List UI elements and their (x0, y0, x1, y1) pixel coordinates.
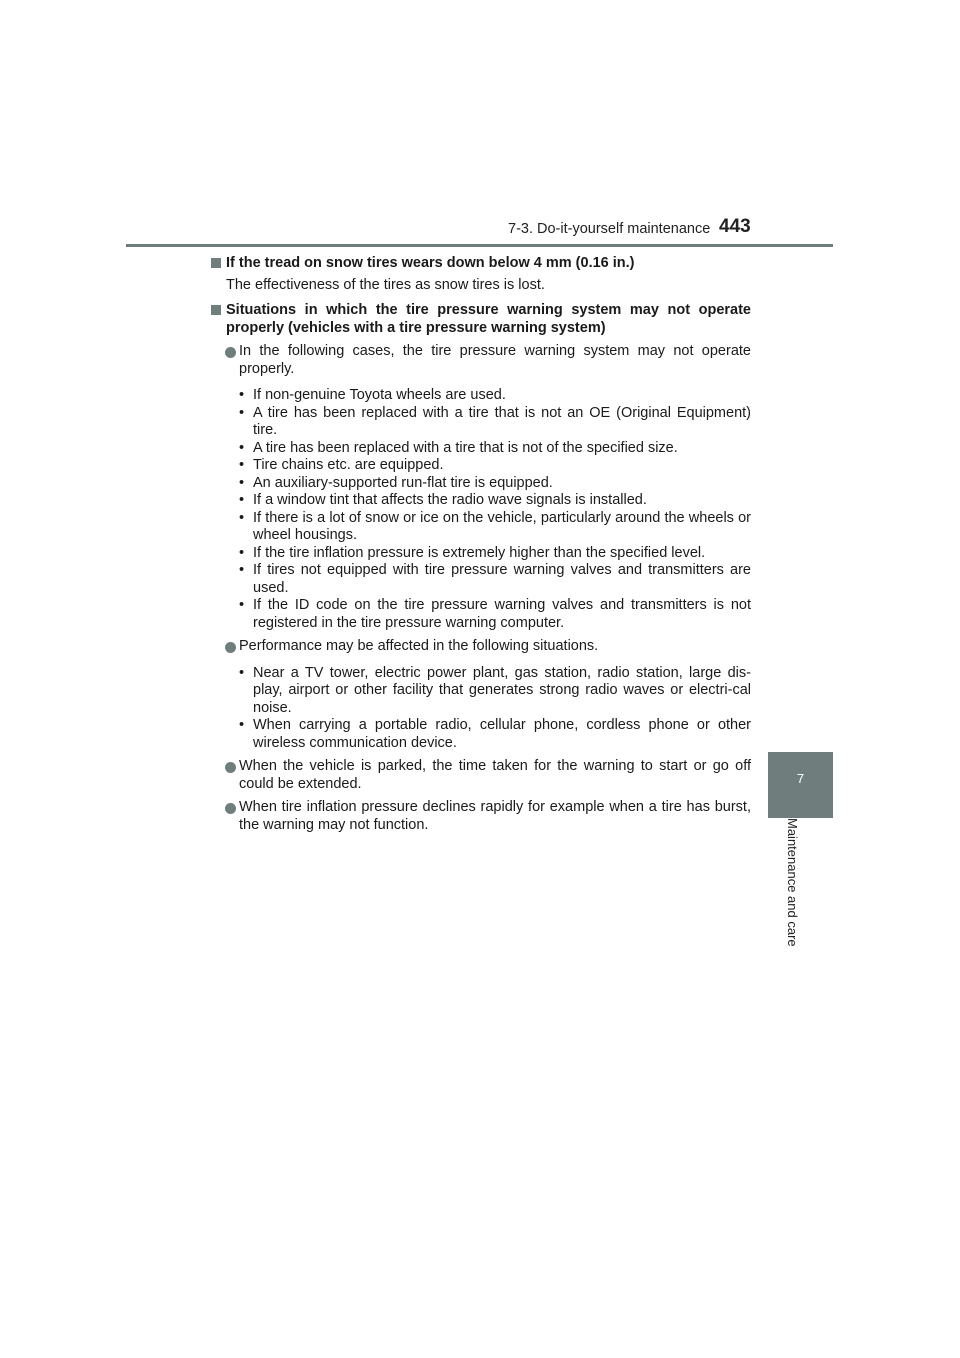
sub-list-item: • An auxiliary-supported run-flat tire is equipped. (239, 474, 553, 491)
sub-list-item: • If non-genuine Toyota wheels are used. (239, 387, 506, 403)
sub-list-item: • A tire has been replaced with a tire that is not of the specified size. (239, 439, 678, 456)
dot-bullet-icon: • (239, 439, 245, 456)
heading-text: If the tread on snow tires wears down below 4 mm (0.16 in.) (226, 255, 635, 271)
dot-bullet-icon: • (239, 717, 245, 733)
sub-list (211, 665, 751, 753)
dot-bullet-icon: • (239, 404, 245, 421)
circle-bullet-icon (225, 642, 236, 653)
dot-bullet-icon: • (239, 664, 245, 681)
dot-bullet-icon: • (239, 509, 245, 526)
section-heading (211, 255, 751, 273)
circle-bullet-icon (225, 803, 236, 814)
section-title: 7-3. Do-it-yourself maintenance (508, 221, 711, 237)
chapter-label (785, 818, 807, 968)
circle-bullet-icon (225, 762, 236, 773)
dot-bullet-icon: • (239, 387, 245, 403)
page-number: 443 (719, 216, 751, 237)
bullet-text: When tire inflation pressure declines rapidly for example when a tire has burst, the warning may not function. (239, 799, 751, 833)
sub-list-item: • When carrying a portable radio, cellular phone, cordless phone or other wireless communication device. (239, 717, 751, 751)
dot-bullet-icon: • (239, 457, 245, 473)
sub-list-item: • Near a TV tower, electric power plant, gas station, radio station, large dis-play, airport or other facility that generates strong radio waves or electri-cal noise. (239, 664, 751, 716)
square-bullet-icon (211, 305, 221, 315)
chapter-tab (768, 752, 833, 818)
header-divider (126, 244, 833, 247)
dot-bullet-icon: • (239, 544, 245, 561)
sub-list-item: • A tire has been replaced with a tire that is not an OE (Original Equipment) tire. (239, 404, 751, 438)
sub-list-item: • Tire chains etc. are equipped. (239, 457, 444, 473)
dot-bullet-icon: • (239, 562, 245, 578)
section-heading (211, 302, 751, 337)
heading-text: Situations in which the tire pressure warning system may not operate properly (vehicles with a tire pressure warning system) (226, 302, 751, 336)
chapter-label-text: Maintenance and care (785, 818, 800, 947)
sub-list (211, 387, 751, 632)
dot-bullet-icon: • (239, 474, 245, 491)
dot-bullet-icon: • (239, 492, 245, 508)
section-paragraph: The effectiveness of the tires as snow tires is lost. (226, 276, 545, 293)
bullet-item (211, 758, 751, 793)
dot-bullet-icon: • (239, 597, 245, 613)
sub-list-item: • If a window tint that affects the radio wave signals is installed. (239, 492, 647, 508)
bullet-text: Performance may be affected in the following situations. (239, 638, 599, 654)
square-bullet-icon (211, 258, 221, 268)
bullet-item (211, 343, 751, 378)
page-body (211, 255, 751, 834)
circle-bullet-icon (225, 347, 236, 358)
bullet-item (211, 799, 751, 834)
bullet-item (211, 638, 751, 656)
sub-list-item: • If there is a lot of snow or ice on the vehicle, particularly around the wheels or wheel housings. (239, 509, 751, 543)
bullet-text: When the vehicle is parked, the time taken for the warning to start or go off could be extended. (239, 758, 751, 792)
sub-list-item: • If tires not equipped with tire pressure warning valves and transmitters are used. (239, 562, 751, 596)
bullet-text: In the following cases, the tire pressure warning system may not operate properly. (239, 343, 751, 377)
chapter-number: 7 (796, 771, 805, 786)
sub-list-item: • If the tire inflation pressure is extremely higher than the specified level. (239, 544, 706, 561)
sub-list-item: • If the ID code on the tire pressure warning valves and transmitters is not registered in the tire pressure warning computer. (239, 597, 751, 631)
